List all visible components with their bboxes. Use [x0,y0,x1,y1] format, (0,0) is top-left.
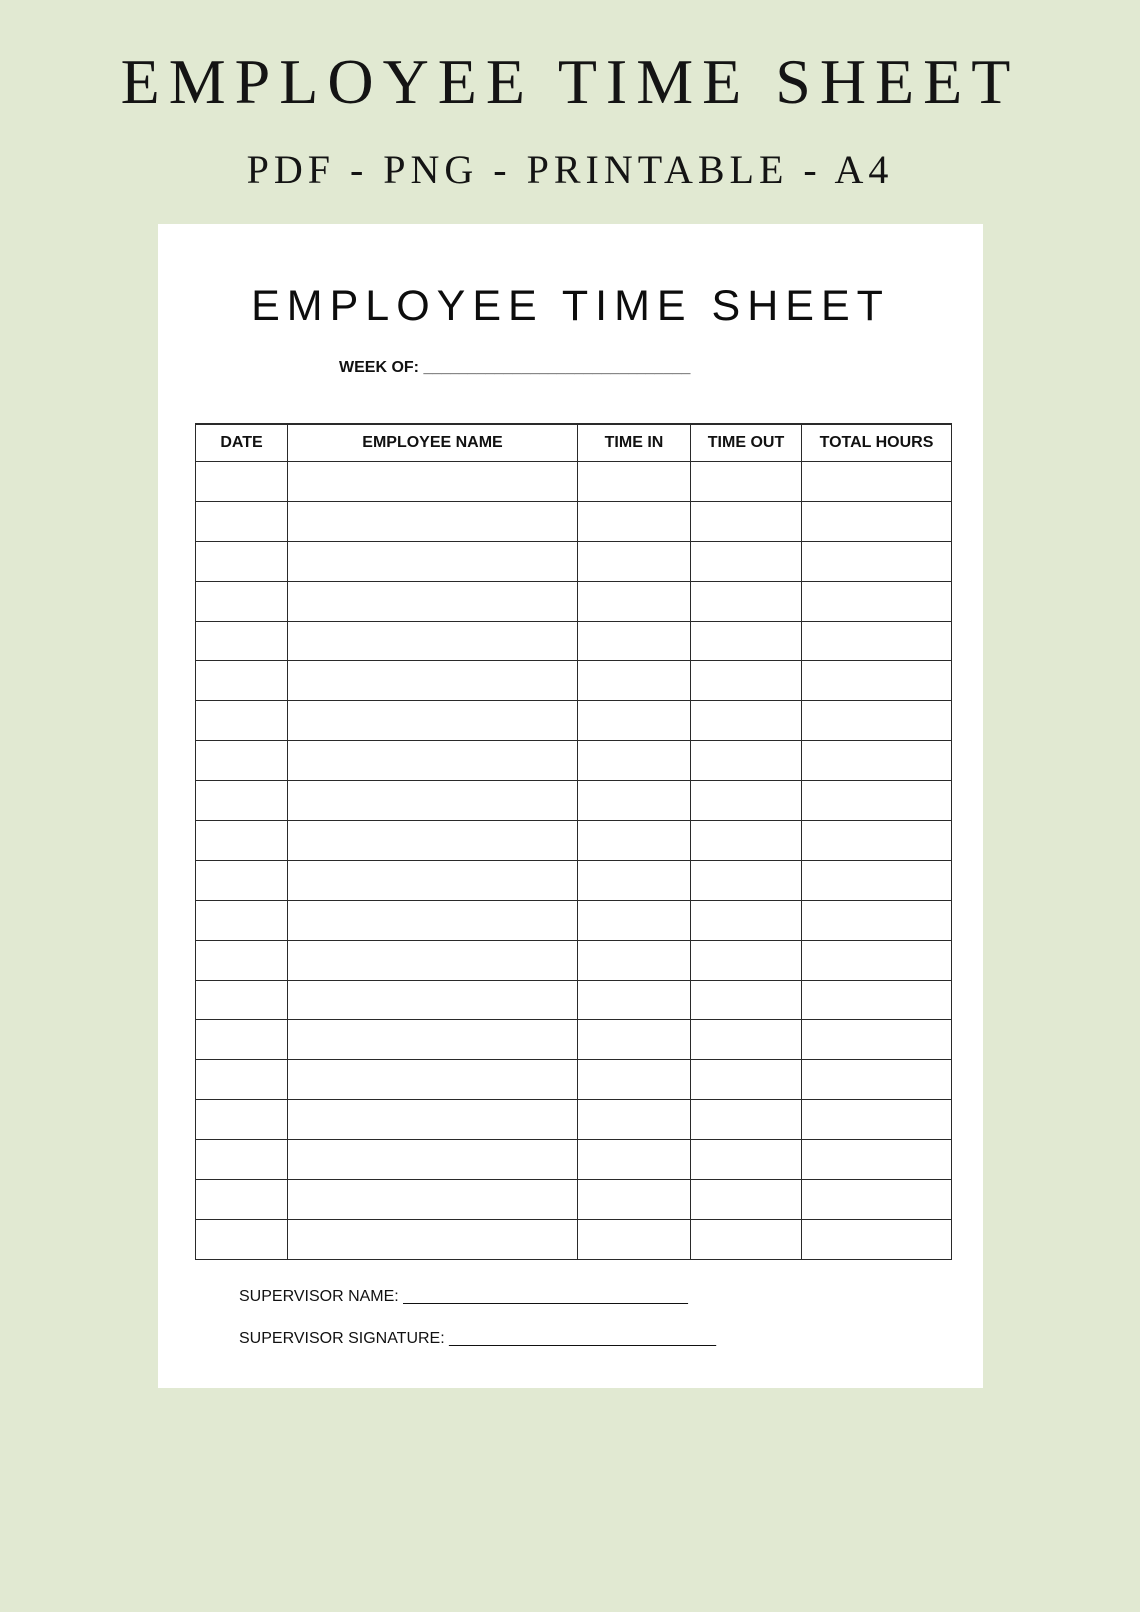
cell-total-hours [802,621,952,661]
cell-time-out [691,781,802,821]
timesheet-table [195,423,952,1260]
cell-time-out [691,940,802,980]
cell-date [196,1180,288,1220]
table-row [196,661,952,701]
cell-time-out [691,1140,802,1180]
cell-date [196,541,288,581]
cell-employee-name [288,781,578,821]
table-row [196,900,952,940]
cell-time-out [691,821,802,861]
table-header-row [196,424,952,462]
cell-total-hours [802,1100,952,1140]
table-row [196,781,952,821]
cell-employee-name [288,501,578,541]
table-row [196,621,952,661]
cell-date [196,821,288,861]
cell-date [196,701,288,741]
cell-time-out [691,860,802,900]
cell-employee-name [288,940,578,980]
cell-employee-name [288,741,578,781]
table-row [196,1060,952,1100]
table-row [196,821,952,861]
cell-time-in [578,741,691,781]
cell-date [196,501,288,541]
cell-employee-name [288,1219,578,1259]
table-row [196,1020,952,1060]
cell-date [196,621,288,661]
cell-total-hours [802,821,952,861]
table-row [196,462,952,502]
supervisor-name-field: SUPERVISOR NAME: ________________________________ [239,1288,688,1305]
timesheet-body [196,462,952,1260]
cell-date [196,1100,288,1140]
column-header-employee-name: EMPLOYEE NAME [288,424,578,462]
table-row [196,860,952,900]
cell-time-in [578,661,691,701]
cell-employee-name [288,821,578,861]
cell-total-hours [802,1180,952,1220]
cell-employee-name [288,1180,578,1220]
cell-time-out [691,900,802,940]
cell-time-out [691,462,802,502]
cell-time-in [578,900,691,940]
cell-time-in [578,1140,691,1180]
cell-time-in [578,980,691,1020]
cell-total-hours [802,860,952,900]
cell-total-hours [802,741,952,781]
cell-employee-name [288,462,578,502]
cell-total-hours [802,1140,952,1180]
cell-time-out [691,621,802,661]
column-header-date: DATE [196,424,288,462]
cell-time-out [691,741,802,781]
cell-time-out [691,1180,802,1220]
cell-date [196,900,288,940]
cell-total-hours [802,661,952,701]
banner-title: EMPLOYEE TIME SHEET [120,46,1020,117]
table-row [196,980,952,1020]
cell-time-out [691,661,802,701]
cell-date [196,781,288,821]
cell-time-out [691,701,802,741]
cell-time-out [691,581,802,621]
supervisor-signature-field: SUPERVISOR SIGNATURE: ______________________________ [239,1330,717,1347]
cell-employee-name [288,581,578,621]
table-row [196,501,952,541]
table-row [196,741,952,781]
cell-time-out [691,1060,802,1100]
cell-time-in [578,701,691,741]
cell-time-in [578,1180,691,1220]
table-row [196,1180,952,1220]
cell-employee-name [288,661,578,701]
cell-total-hours [802,980,952,1020]
cell-time-in [578,621,691,661]
cell-time-in [578,940,691,980]
banner-subtitle: PDF - PNG - PRINTABLE - A4 [246,147,894,192]
column-header-time-in: TIME IN [578,424,691,462]
cell-total-hours [802,1060,952,1100]
cell-time-out [691,980,802,1020]
cell-employee-name [288,1020,578,1060]
cell-time-in [578,1219,691,1259]
table-row [196,1100,952,1140]
cell-date [196,980,288,1020]
table-row [196,940,952,980]
cell-total-hours [802,541,952,581]
cell-employee-name [288,900,578,940]
table-row [196,581,952,621]
cell-date [196,1020,288,1060]
cell-time-out [691,1020,802,1060]
cell-time-in [578,821,691,861]
cell-time-in [578,1100,691,1140]
cell-employee-name [288,860,578,900]
cell-date [196,860,288,900]
cell-total-hours [802,900,952,940]
table-row [196,541,952,581]
cell-employee-name [288,541,578,581]
cell-total-hours [802,462,952,502]
cell-time-out [691,1219,802,1259]
cell-date [196,1140,288,1180]
column-header-time-out: TIME OUT [691,424,802,462]
cell-date [196,462,288,502]
cell-total-hours [802,940,952,980]
cell-time-in [578,781,691,821]
sheet-title: EMPLOYEE TIME SHEET [251,282,890,330]
cell-date [196,1060,288,1100]
column-header-total-hours: TOTAL HOURS [802,424,952,462]
cell-time-in [578,541,691,581]
table-row [196,1140,952,1180]
cell-total-hours [802,1020,952,1060]
cell-employee-name [288,1140,578,1180]
cell-date [196,1219,288,1259]
cell-date [196,661,288,701]
cell-total-hours [802,501,952,541]
cell-employee-name [288,1100,578,1140]
week-of-field: WEEK OF: ______________________________ [339,359,691,376]
cell-time-out [691,541,802,581]
cell-time-out [691,501,802,541]
cell-time-in [578,1060,691,1100]
table-row [196,701,952,741]
cell-date [196,581,288,621]
cell-employee-name [288,701,578,741]
cell-total-hours [802,581,952,621]
cell-total-hours [802,701,952,741]
cell-employee-name [288,1060,578,1100]
cell-time-in [578,462,691,502]
cell-time-in [578,1020,691,1060]
table-row [196,1219,952,1259]
cell-time-in [578,860,691,900]
cell-date [196,741,288,781]
cell-time-out [691,1100,802,1140]
cell-date [196,940,288,980]
cell-employee-name [288,621,578,661]
cell-total-hours [802,1219,952,1259]
cell-total-hours [802,781,952,821]
cell-employee-name [288,980,578,1020]
cell-time-in [578,581,691,621]
cell-time-in [578,501,691,541]
